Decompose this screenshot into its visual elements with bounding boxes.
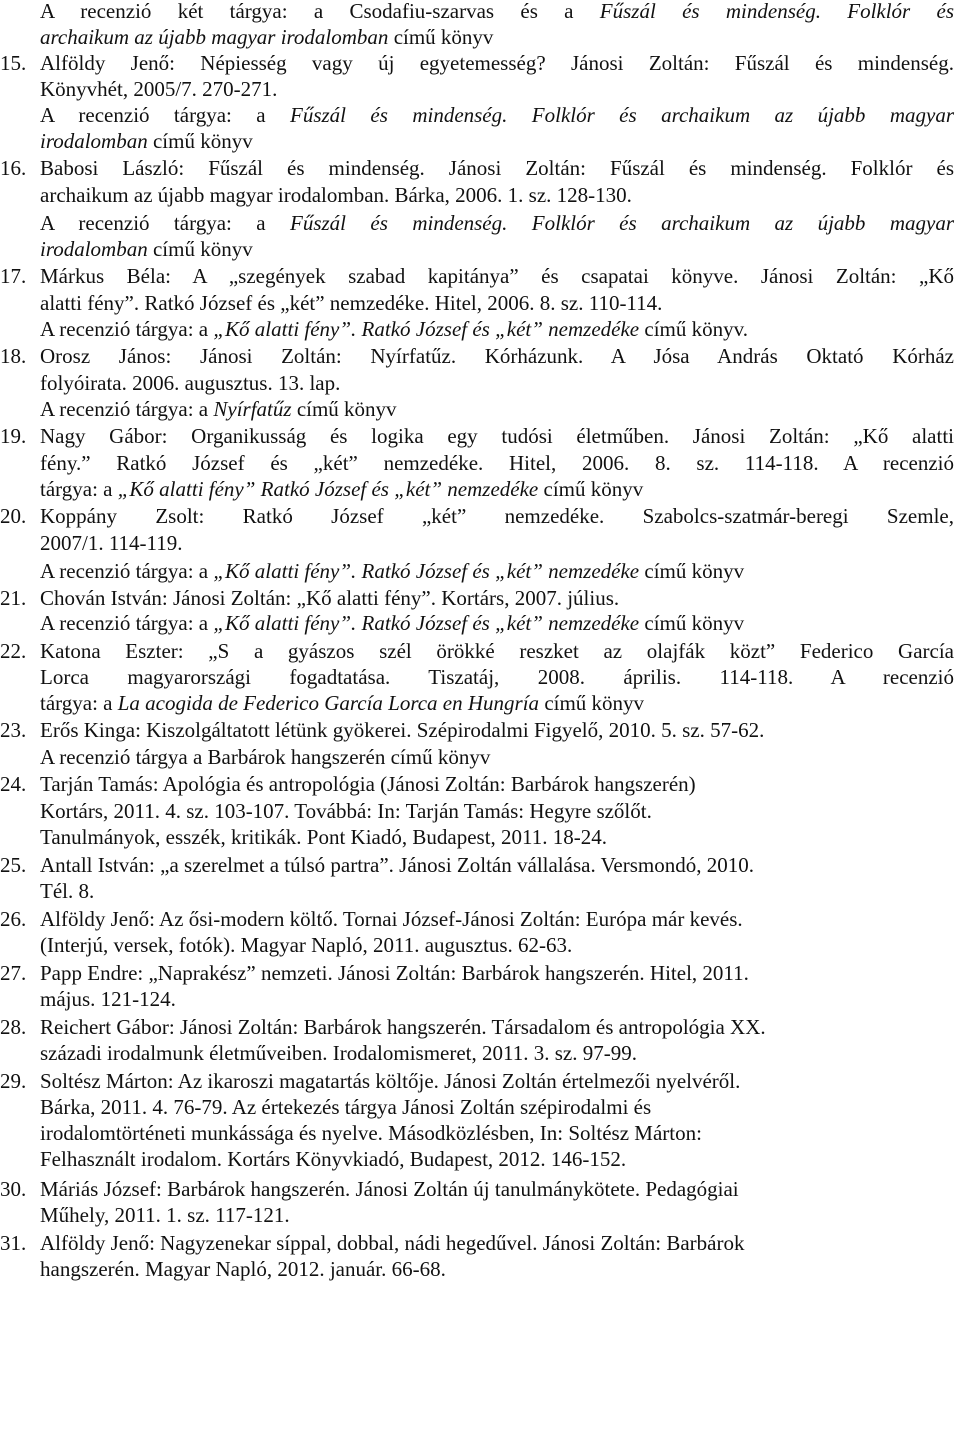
text-run: Máriás József: Barbárok hangszerén. Jánosi Zoltán új tanulmánykötete. Pedagógiai	[40, 1177, 739, 1201]
entry-19-line	[40, 476, 643, 502]
italic-title: „Kő alatti fény”. Ratkó József és „két” nemzedéke	[213, 559, 640, 583]
text-run: Műhely, 2011. 1. sz. 117-121.	[40, 1203, 290, 1227]
text-run: Erős Kinga: Kiszolgáltatott létünk gyökerei. Szépirodalmi Figyelő, 2010. 5. sz. 57-62.	[40, 718, 765, 742]
entry-16-line	[40, 210, 954, 236]
text-run: (Interjú, versek, fotók). Magyar Napló, 2011. augusztus. 62-63.	[40, 933, 573, 957]
entry-25-line	[40, 852, 754, 878]
entry-22-line	[40, 690, 644, 716]
entry-30-line	[40, 1176, 739, 1202]
italic-title: irodalomban	[40, 237, 148, 261]
text-run: Alföldy Jenő: Az ősi-modern költő. Tornai József-Jánosi Zoltán: Európa már kevés.	[40, 907, 743, 931]
entry-number: 17.	[0, 264, 27, 288]
entry-29-line	[40, 1094, 651, 1120]
text-run: Nagy Gábor: Organikusság és logika egy tudósi életműben. Jánosi Zoltán: „Kő alatti	[40, 424, 954, 448]
entry-number: 19.	[0, 424, 27, 448]
entry-number: 18.	[0, 344, 27, 368]
text-run: Babosi László: Fűszál és mindenség. Jánosi Zoltán: Fűszál és mindenség. Folklór és	[40, 156, 954, 180]
text-run: Tanulmányok, esszék, kritikák. Pont Kiadó, Budapest, 2011. 18-24.	[40, 825, 607, 849]
text-run: A recenzió tárgya: a	[40, 559, 214, 583]
entry-26-line	[40, 906, 743, 932]
text-run: Antall István: „a szerelmet a túlsó partra”. Jánosi Zoltán vállalása. Versmondó, 2010.	[40, 853, 754, 877]
text-run: című könyv	[639, 611, 745, 635]
text-run: A recenzió tárgya: a	[40, 211, 290, 235]
entry-22-line	[40, 664, 954, 690]
entry-21-line	[40, 585, 619, 611]
italic-title: „Kő alatti fény” Ratkó József és „két” nemzedéke	[117, 477, 539, 501]
italic-title: „Kő alatti fény”. Ratkó József és „két” nemzedéke	[213, 611, 640, 635]
text-run: című könyv	[538, 477, 644, 501]
entry-23-line	[40, 717, 764, 743]
entry-24-line	[40, 798, 652, 824]
text-run: Alföldy Jenő: Népiesség vagy új egyetemesség? Jánosi Zoltán: Fűszál és mindenség.	[40, 51, 954, 75]
entry-17-line	[40, 316, 748, 342]
entry-20-line	[40, 503, 954, 529]
text-run: Könyvhét, 2005/7. 270-271.	[40, 77, 278, 101]
text-run: Kortárs, 2011. 4. sz. 103-107. Továbbá: In: Tarján Tamás: Hegyre szőlőt.	[40, 799, 652, 823]
text-run: Soltész Márton: Az ikaroszi magatartás költője. Jánosi Zoltán értelmezői nyelvéről.	[40, 1069, 741, 1093]
entry-25-line	[40, 878, 94, 904]
text-run: Tél. 8.	[40, 879, 95, 903]
entry-number: 20.	[0, 504, 27, 528]
entry-22-line	[40, 638, 954, 664]
entry-number: 25.	[0, 853, 27, 877]
text-run: A recenzió két tárgya: a Csodafiu-szarvas és a	[40, 0, 600, 23]
text-run: című könyv	[388, 25, 494, 49]
italic-title: Fűszál és mindenség. Folklór és archaikum az újabb magyar	[290, 211, 954, 235]
text-run: Orosz János: Jánosi Zoltán: Nyírfatűz. Kórházunk. A Jósa András Oktató Kórház	[40, 344, 954, 368]
italic-title: Fűszál és mindenség. Folklór és	[599, 0, 955, 23]
italic-title: archaikum az újabb magyar irodalomban	[40, 25, 389, 49]
text-run: Alföldy Jenő: Nagyzenekar síppal, dobbal, nádi hegedűvel. Jánosi Zoltán: Barbárok	[40, 1231, 745, 1255]
text-run: folyóirata. 2006. augusztus. 13. lap.	[40, 371, 341, 395]
entry-24-line	[40, 824, 607, 850]
entry-number: 30.	[0, 1177, 27, 1201]
text-run: fény.” Ratkó József és „két” nemzedéke. Hitel, 2006. 8. sz. 114-118. A recenzió	[40, 451, 954, 475]
text-run: 2007/1. 114-119.	[40, 531, 183, 555]
entry-20-line	[40, 558, 744, 584]
text-run: Lorca magyarországi fogadtatása. Tiszatáj, 2008. április. 114-118. A recenzió	[40, 665, 954, 689]
entry-23-line	[40, 744, 490, 770]
text-run: Márkus Béla: A „szegények szabad kapitánya” és csapatai könyve. Jánosi Zoltán: „Kő	[40, 264, 954, 288]
text-run: című könyv	[147, 237, 253, 261]
entry-27-line	[40, 986, 176, 1012]
text-run: május. 121-124.	[40, 987, 176, 1011]
entry-number: 21.	[0, 586, 27, 610]
italic-title: La acogida de Federico García Lorca en Hungría	[117, 691, 540, 715]
text-run: című könyv.	[639, 317, 749, 341]
text-run: Reichert Gábor: Jánosi Zoltán: Barbárok hangszerén. Társadalom és antropológia XX.	[40, 1015, 766, 1039]
entry-18-line	[40, 396, 397, 422]
entry-17-line	[40, 263, 954, 289]
entry-number: 26.	[0, 907, 27, 931]
entry-number: 16.	[0, 156, 27, 180]
entry-15-line	[40, 76, 277, 102]
text-run: A recenzió tárgya: a	[40, 611, 214, 635]
entry-number: 27.	[0, 961, 27, 985]
entry-number: 22.	[0, 639, 27, 663]
entry-number: 31.	[0, 1231, 27, 1255]
entry-number: 24.	[0, 772, 27, 796]
text-run: A recenzió tárgya: a	[40, 103, 290, 127]
italic-title: irodalomban	[40, 129, 148, 153]
entry-30-line	[40, 1202, 290, 1228]
entry-number: 23.	[0, 718, 27, 742]
text-run: alatti fény”. Ratkó József és „két” nemzedéke. Hitel, 2006. 8. sz. 110-114.	[40, 291, 663, 315]
entry-26-line	[40, 932, 572, 958]
entry-number: 28.	[0, 1015, 27, 1039]
text-run: A recenzió tárgya: a	[40, 397, 214, 421]
entry-number: 15.	[0, 51, 27, 75]
text-run: Papp Endre: „Naprakész” nemzeti. Jánosi Zoltán: Barbárok hangszerén. Hitel, 2011.	[40, 961, 749, 985]
entry-18-line	[40, 370, 340, 396]
text-run: hangszerén. Magyar Napló, 2012. január. 66-68.	[40, 1257, 446, 1281]
entry-16-line	[40, 236, 253, 262]
entry-31-line	[40, 1256, 446, 1282]
entry-16-line	[40, 155, 954, 181]
text-run: című könyv	[539, 691, 645, 715]
text-run: A recenzió tárgya: a	[40, 317, 214, 341]
entry-28-line	[40, 1040, 637, 1066]
entry-17-line	[40, 290, 662, 316]
entry-29-line	[40, 1120, 702, 1146]
entry-21-line	[40, 610, 744, 636]
entry-31-line	[40, 1230, 744, 1256]
entry-intro-line	[40, 0, 954, 24]
text-run: című könyv	[291, 397, 397, 421]
text-run: című könyv	[147, 129, 253, 153]
text-run: tárgya: a	[40, 477, 118, 501]
entry-28-line	[40, 1014, 766, 1040]
text-run: századi irodalmunk életműveiben. Irodalomismeret, 2011. 3. sz. 97-99.	[40, 1041, 637, 1065]
entry-15-line	[40, 102, 954, 128]
text-run: Bárka, 2011. 4. 76-79. Az értekezés tárgya Jánosi Zoltán szépirodalmi és	[40, 1095, 652, 1119]
entry-18-line	[40, 343, 954, 369]
text-run: Koppány Zsolt: Ratkó József „két” nemzedéke. Szabolcs-szatmár-beregi Szemle,	[40, 504, 954, 528]
text-run: A recenzió tárgya a Barbárok hangszerén című könyv	[40, 745, 491, 769]
entry-15-line	[40, 128, 253, 154]
italic-title: Fűszál és mindenség. Folklór és archaikum az újabb magyar	[290, 103, 954, 127]
text-run: Katona Eszter: „S a gyászos szél örökké reszket az olajfák közt” Federico García	[40, 639, 954, 663]
text-run: Tarján Tamás: Apológia és antropológia (Jánosi Zoltán: Barbárok hangszerén)	[40, 772, 696, 796]
italic-title: Nyírfatűz	[213, 397, 292, 421]
entry-19-line	[40, 450, 954, 476]
text-run: Felhasznált irodalom. Kortárs Könyvkiadó, Budapest, 2012. 146-152.	[40, 1147, 627, 1171]
entry-16-line	[40, 182, 632, 208]
entry-29-line	[40, 1146, 626, 1172]
text-run: című könyv	[639, 559, 745, 583]
entry-15-line	[40, 50, 954, 76]
italic-title: „Kő alatti fény”. Ratkó József és „két” nemzedéke	[213, 317, 640, 341]
text-run: archaikum az újabb magyar irodalomban. Bárka, 2006. 1. sz. 128-130.	[40, 183, 632, 207]
entry-27-line	[40, 960, 749, 986]
entry-number: 29.	[0, 1069, 27, 1093]
text-run: tárgya: a	[40, 691, 118, 715]
text-run: Chován István: Jánosi Zoltán: „Kő alatti fény”. Kortárs, 2007. július.	[40, 586, 620, 610]
entry-24-line	[40, 771, 696, 797]
entry-20-line	[40, 530, 183, 556]
entry-29-line	[40, 1068, 740, 1094]
entry-intro-line	[40, 24, 493, 50]
entry-19-line	[40, 423, 954, 449]
text-run: irodalomtörténeti munkássága és nyelve. Másodközlésben, In: Soltész Márton:	[40, 1121, 702, 1145]
